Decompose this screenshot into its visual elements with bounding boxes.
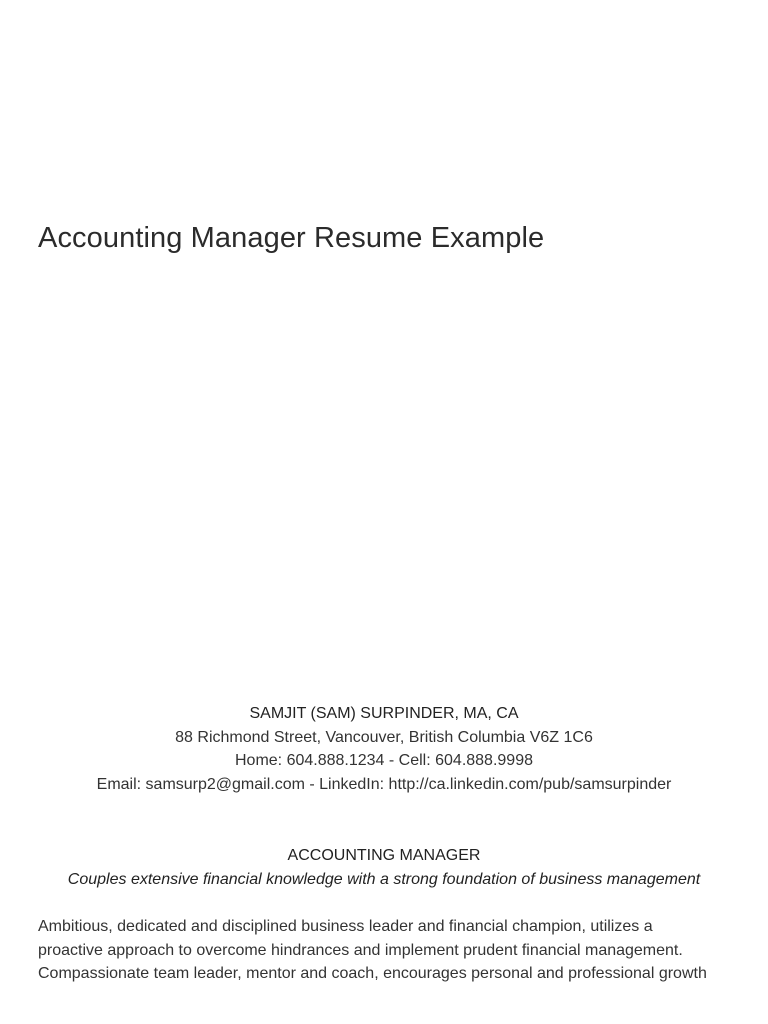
summary-line: Ambitious, dedicated and disciplined business leader and financial champion, utilizes a [38,918,653,935]
job-title-heading: ACCOUNTING MANAGER [287,847,481,864]
tagline: Couples extensive financial knowledge with a strong foundation of business management [67,870,701,888]
summary-line: Compassionate team leader, mentor and coach, encourages personal and professional growth [38,965,707,982]
contact-block [0,702,768,796]
phone-line: Home: 604.888.1234 - Cell: 604.888.9998 [235,752,533,769]
page-title: Accounting Manager Resume Example [38,222,545,254]
candidate-name: SAMJIT (SAM) SURPINDER, MA, CA [249,705,519,722]
summary-line: proactive approach to overcome hindrances and implement prudent financial management. [38,941,683,959]
email-linkedin-line: Email: samsurp2@gmail.com - LinkedIn: http://ca.linkedin.com/pub/samsurpinder [96,775,672,793]
summary-paragraph [38,915,738,986]
address-line: 88 Richmond Street, Vancouver, British Columbia V6Z 1C6 [175,728,593,746]
headline-block [0,844,768,891]
